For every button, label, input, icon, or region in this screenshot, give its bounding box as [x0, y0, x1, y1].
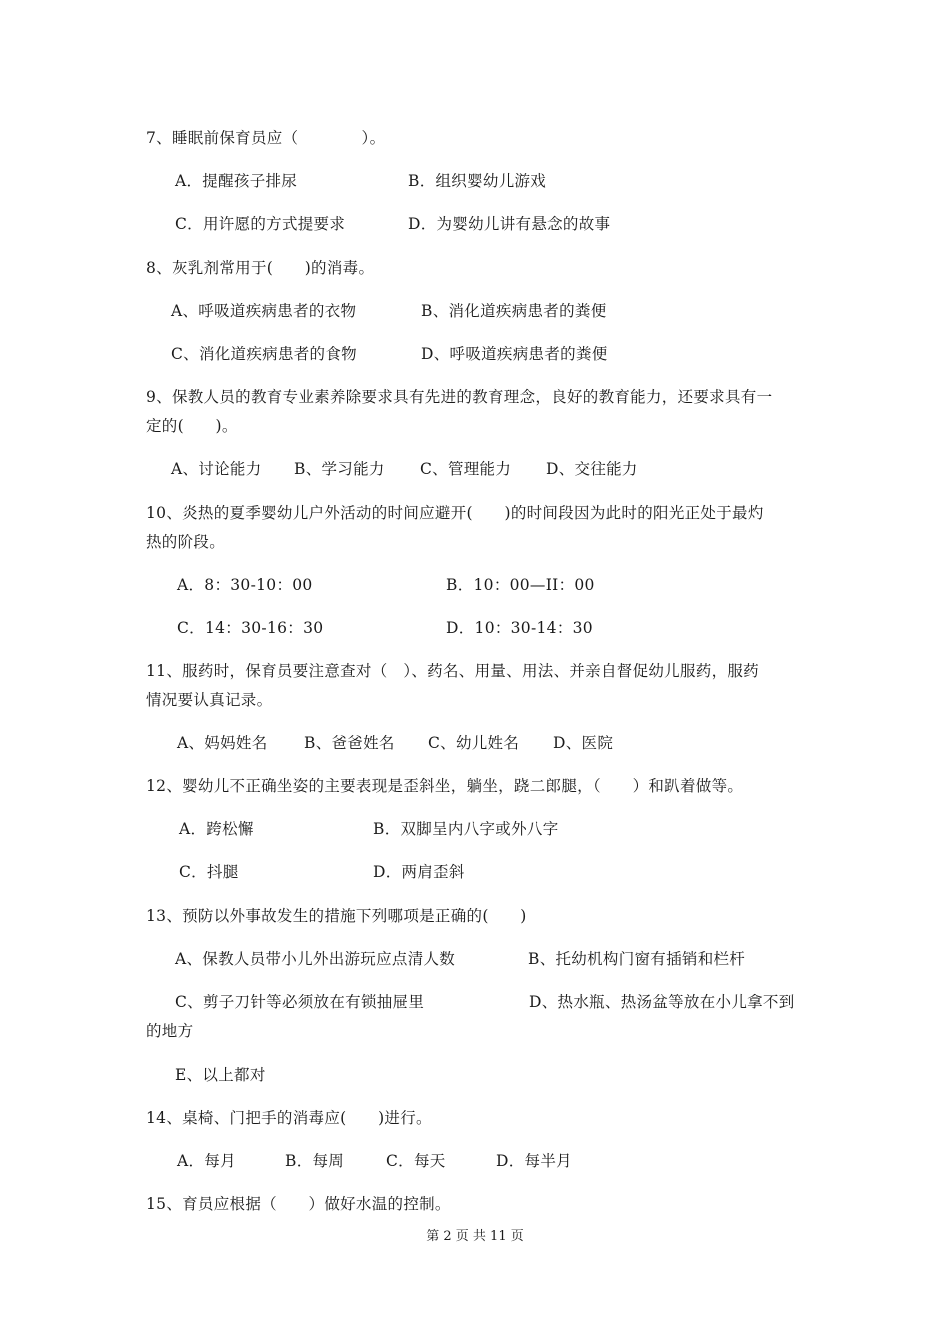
- question-14-option-d: D．每半月: [496, 1152, 572, 1170]
- question-7-stem: 7、睡眠前保育员应（ ）。: [146, 129, 386, 147]
- question-12-option-d: D．两肩歪斜: [373, 863, 465, 881]
- page-number-footer: 第 2 页 共 11 页: [426, 1229, 524, 1244]
- question-9-option-b: B、学习能力: [294, 460, 385, 478]
- question-9-stem-line-2: 定的( )。: [146, 417, 238, 435]
- question-13-stem: 13、预防以外事故发生的措施下列哪项是正确的( ): [146, 907, 527, 925]
- question-9-option-d: D、交往能力: [546, 460, 638, 478]
- question-8-option-a: A、呼吸道疾病患者的衣物: [171, 302, 357, 320]
- question-9-option-a: A、讨论能力: [171, 460, 262, 478]
- question-11-option-a: A、妈妈姓名: [177, 734, 268, 752]
- question-13-option-e: E、以上都对: [175, 1066, 266, 1084]
- question-12-option-c: C．抖腿: [179, 863, 239, 881]
- question-8-option-c: C、消化道疾病患者的食物: [171, 345, 357, 363]
- question-12-option-a: A．跨松懈: [179, 820, 254, 838]
- question-7-option-a: A．提醒孩子排尿: [175, 172, 298, 190]
- question-8-option-b: B、消化道疾病患者的粪便: [421, 302, 607, 320]
- question-13-option-c: C、剪子刀针等必须放在有锁抽屉里: [175, 993, 425, 1011]
- question-11-option-d: D、医院: [553, 734, 614, 752]
- question-8-stem: 8、灰乳剂常用于( )的消毒。: [146, 259, 375, 277]
- question-14-option-c: C．每天: [386, 1152, 446, 1170]
- question-10-stem-line-2: 热的阶段。: [146, 533, 226, 551]
- question-14-option-b: B．每周: [285, 1152, 345, 1170]
- question-13-option-d-line-1: D、热水瓶、热汤盆等放在小儿拿不到: [529, 993, 795, 1011]
- question-7-option-c: C．用许愿的方式提要求: [175, 215, 346, 233]
- question-9-option-c: C、管理能力: [420, 460, 512, 478]
- question-10-option-c: C．14：30-16：30: [177, 619, 324, 637]
- question-13-option-d-line-2: 的地方: [146, 1022, 194, 1040]
- question-15-stem: 15、育员应根据（ ）做好水温的控制。: [146, 1195, 451, 1213]
- question-9-stem-line-1: 9、保教人员的教育专业素养除要求具有先进的教育理念，良好的教育能力，还要求具有一: [146, 388, 773, 406]
- question-11-option-c: C、幼儿姓名: [428, 734, 520, 752]
- question-11-stem-line-1: 11、服药时，保育员要注意查对（ ）、药名、用量、用法、并亲自督促幼儿服药，服药: [146, 662, 759, 680]
- question-14-stem: 14、桌椅、门把手的消毒应( )进行。: [146, 1109, 432, 1127]
- question-10-option-d: D．10：30-14：30: [446, 619, 593, 637]
- question-11-option-b: B、爸爸姓名: [304, 734, 395, 752]
- question-14-option-a: A．每月: [177, 1152, 236, 1170]
- question-10-stem-line-1: 10、炎热的夏季婴幼儿户外活动的时间应避开( )的时间段因为此时的阳光正处于最灼: [146, 504, 764, 522]
- question-12-option-b: B．双脚呈内八字或外八字: [373, 820, 559, 838]
- question-7-option-d: D．为婴幼儿讲有悬念的故事: [408, 215, 611, 233]
- question-7-option-b: B．组织婴幼儿游戏: [408, 172, 547, 190]
- question-13-option-a: A、保教人员带小儿外出游玩应点清人数: [175, 950, 456, 968]
- question-10-option-a: A．8：30-10：00: [177, 576, 313, 594]
- question-13-option-b: B、托幼机构门窗有插销和栏杆: [528, 950, 746, 968]
- question-11-stem-line-2: 情况要认真记录。: [146, 691, 273, 709]
- question-8-option-d: D、呼吸道疾病患者的粪便: [421, 345, 608, 363]
- question-12-stem: 12、婴幼儿不正确坐姿的主要表现是歪斜坐，躺坐，跷二郎腿，（ ）和趴着做等。: [146, 777, 744, 795]
- question-10-option-b: B．10：00—II：00: [446, 576, 595, 594]
